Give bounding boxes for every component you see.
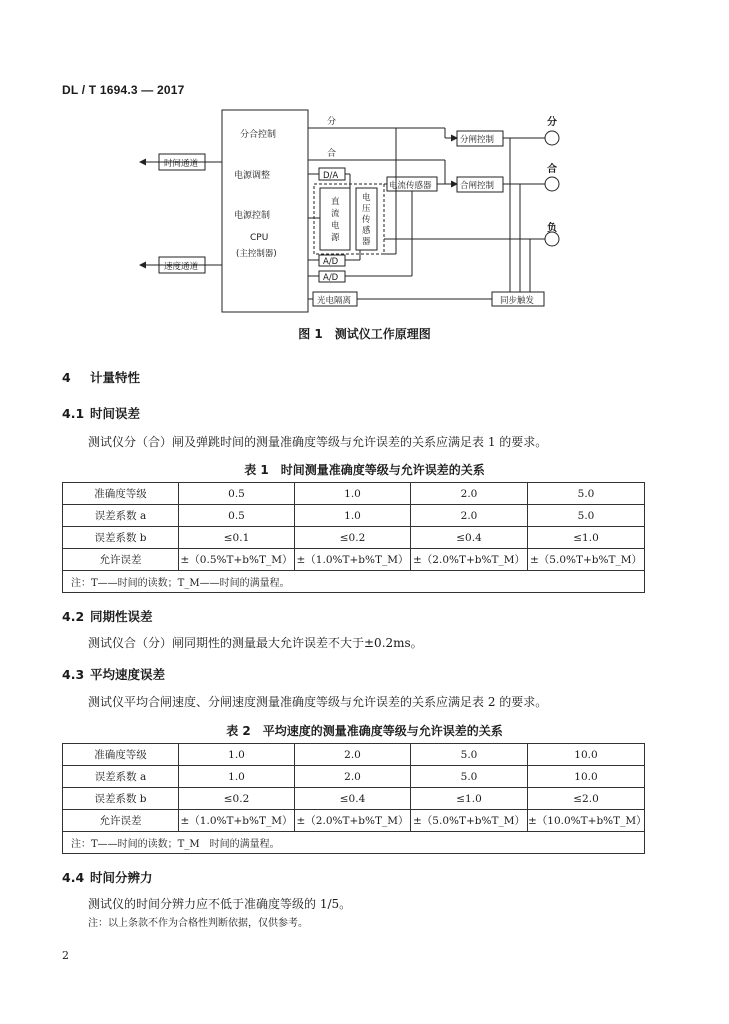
table-cell: 允许误差 <box>63 810 179 832</box>
dc-power-char-4: 源 <box>331 233 340 243</box>
table-row <box>63 766 645 788</box>
section-4-3-text: 测试仪平均合闸速度、分闸速度测量准确度等级与允许误差的关系应满足表 2 的要求。 <box>88 695 548 709</box>
table-cell: 误差系数 a <box>63 505 179 527</box>
table-cell: 1.0 <box>295 483 411 505</box>
power-adjust-label: 电源调整 <box>234 171 271 181</box>
table-cell: ≤1.0 <box>411 788 528 810</box>
section-4-2-text: 测试仪合（分）闸同期性的测量最大允许误差不大于±0.2ms。 <box>88 636 423 650</box>
voltage-sensor-char-2: 压 <box>362 204 371 214</box>
table-cell: 误差系数 b <box>63 788 179 810</box>
voltage-sensor-char-4: 感 <box>362 226 371 236</box>
table-note-row <box>63 571 645 593</box>
table-cell: ±（5.0%T+b%T_M） <box>411 810 528 832</box>
output-fen-label: 分 <box>547 117 557 128</box>
dc-power-char-1: 直 <box>331 197 340 207</box>
voltage-sensor-char-3: 传 <box>362 215 371 225</box>
table-2 <box>62 743 645 854</box>
section-title: 时间分辨力 <box>90 870 153 885</box>
dc-power-char-3: 电 <box>331 221 340 231</box>
table-cell: 1.0 <box>179 766 295 788</box>
table-cell: 允许误差 <box>63 549 179 571</box>
table-cell: 0.5 <box>179 483 295 505</box>
section-number: 4.2 <box>62 609 85 624</box>
table-cell: 1.0 <box>179 744 295 766</box>
table-cell: 5.0 <box>528 505 645 527</box>
time-channel-label: 时间通道 <box>164 159 199 169</box>
table-1-caption: 表 1 时间测量准确度等级与允许误差的关系 <box>244 463 485 477</box>
close-control-label: 合闸控制 <box>460 181 495 191</box>
table-cell: 误差系数 b <box>63 527 179 549</box>
table-cell: ±（1.0%T+b%T_M） <box>179 810 295 832</box>
section-title: 同期性误差 <box>90 609 153 624</box>
table-cell: ≤0.2 <box>179 788 295 810</box>
table-cell: ±（2.0%T+b%T_M） <box>411 549 528 571</box>
table-row <box>63 505 645 527</box>
section-number: 4 <box>62 370 71 385</box>
table-cell: 10.0 <box>528 744 645 766</box>
section-title: 平均速度误差 <box>90 667 166 682</box>
page-number: 2 <box>62 949 69 962</box>
voltage-sensor-char-1: 电 <box>362 193 371 203</box>
footnote: 注：以上条款不作为合格性判断依据，仅供参考。 <box>88 918 308 929</box>
table-cell: 2.0 <box>295 744 411 766</box>
table-cell: 1.0 <box>295 505 411 527</box>
dc-power-char-2: 流 <box>331 209 340 219</box>
opening-control-label: 分合控制 <box>240 130 277 140</box>
section-4-2-heading <box>62 607 153 625</box>
table-cell: 5.0 <box>411 744 528 766</box>
sync-trigger-label: 同步触发 <box>500 296 535 306</box>
table-cell: ≤1.0 <box>528 527 645 549</box>
fen-label: 分 <box>327 117 337 127</box>
section-4-3-heading <box>62 665 165 683</box>
table-cell: 10.0 <box>528 766 645 788</box>
table-cell: 5.0 <box>528 483 645 505</box>
output-he-label: 合 <box>547 164 557 175</box>
table-cell: ≤0.4 <box>295 788 411 810</box>
section-number: 4.1 <box>62 406 85 421</box>
table-cell: 2.0 <box>295 766 411 788</box>
table-2-caption: 表 2 平均速度的测量准确度等级与允许误差的关系 <box>226 724 503 738</box>
table-cell: 准确度等级 <box>63 483 179 505</box>
table-cell: 误差系数 a <box>63 766 179 788</box>
table-row <box>63 788 645 810</box>
table-cell: 0.5 <box>179 505 295 527</box>
output-neg-label: 负 <box>547 223 557 234</box>
section-4-1-heading <box>62 404 140 422</box>
optical-isolation-label: 光电隔离 <box>317 296 352 306</box>
table-cell: ±（0.5%T+b%T_M） <box>179 549 295 571</box>
table-cell: ≤0.2 <box>295 527 411 549</box>
table-cell: ±（10.0%T+b%T_M） <box>528 810 645 832</box>
figure-caption: 图 1 测试仪工作原理图 <box>298 327 431 341</box>
section-number: 4.3 <box>62 667 85 682</box>
table-cell: 5.0 <box>411 766 528 788</box>
table-row <box>63 527 645 549</box>
power-control-label: 电源控制 <box>234 211 271 221</box>
da-label: D/A <box>323 171 339 181</box>
table-cell: ≤0.1 <box>179 527 295 549</box>
table-cell: ±（5.0%T+b%T_M） <box>528 549 645 571</box>
table-cell: 2.0 <box>411 505 528 527</box>
main-controller-label: (主控制器) <box>236 249 277 259</box>
section-title: 时间误差 <box>90 406 141 421</box>
principle-diagram <box>0 95 729 320</box>
table-cell: 2.0 <box>411 483 528 505</box>
ad2-label: A/D <box>323 273 339 283</box>
open-control-label: 分闸控制 <box>460 135 495 145</box>
section-4-4-heading <box>62 868 153 886</box>
section-number: 4.4 <box>62 870 85 885</box>
speed-channel-label: 速度通道 <box>164 262 199 272</box>
table-row <box>63 483 645 505</box>
table-note: 注：T——时间的读数；T_M——时间的满量程。 <box>63 571 645 593</box>
table-cell: ±（1.0%T+b%T_M） <box>295 549 411 571</box>
table-cell: ±（2.0%T+b%T_M） <box>295 810 411 832</box>
current-sensor-label: 电流传感器 <box>389 181 432 191</box>
table-row <box>63 549 645 571</box>
section-4-heading <box>62 368 140 386</box>
table-cell: ≤0.4 <box>411 527 528 549</box>
section-4-4-text: 测试仪的时间分辨力应不低于准确度等级的 1/5。 <box>88 897 352 911</box>
document-header: DL / T 1694.3 — 2017 <box>62 83 185 97</box>
table-row <box>63 810 645 832</box>
table-1 <box>62 482 645 593</box>
table-row <box>63 744 645 766</box>
voltage-sensor-char-5: 器 <box>362 237 371 247</box>
table-note-row <box>63 832 645 854</box>
table-cell: ≤2.0 <box>528 788 645 810</box>
he-label: 合 <box>327 149 337 159</box>
table-cell: 准确度等级 <box>63 744 179 766</box>
section-title: 计量特性 <box>90 370 141 385</box>
section-4-1-text: 测试仪分（合）闸及弹跳时间的测量准确度等级与允许误差的关系应满足表 1 的要求。 <box>88 435 548 449</box>
cpu-label: CPU <box>250 233 269 243</box>
ad1-label: A/D <box>323 257 339 267</box>
table-note: 注：T——时间的读数；T_M 时间的满量程。 <box>63 832 645 854</box>
